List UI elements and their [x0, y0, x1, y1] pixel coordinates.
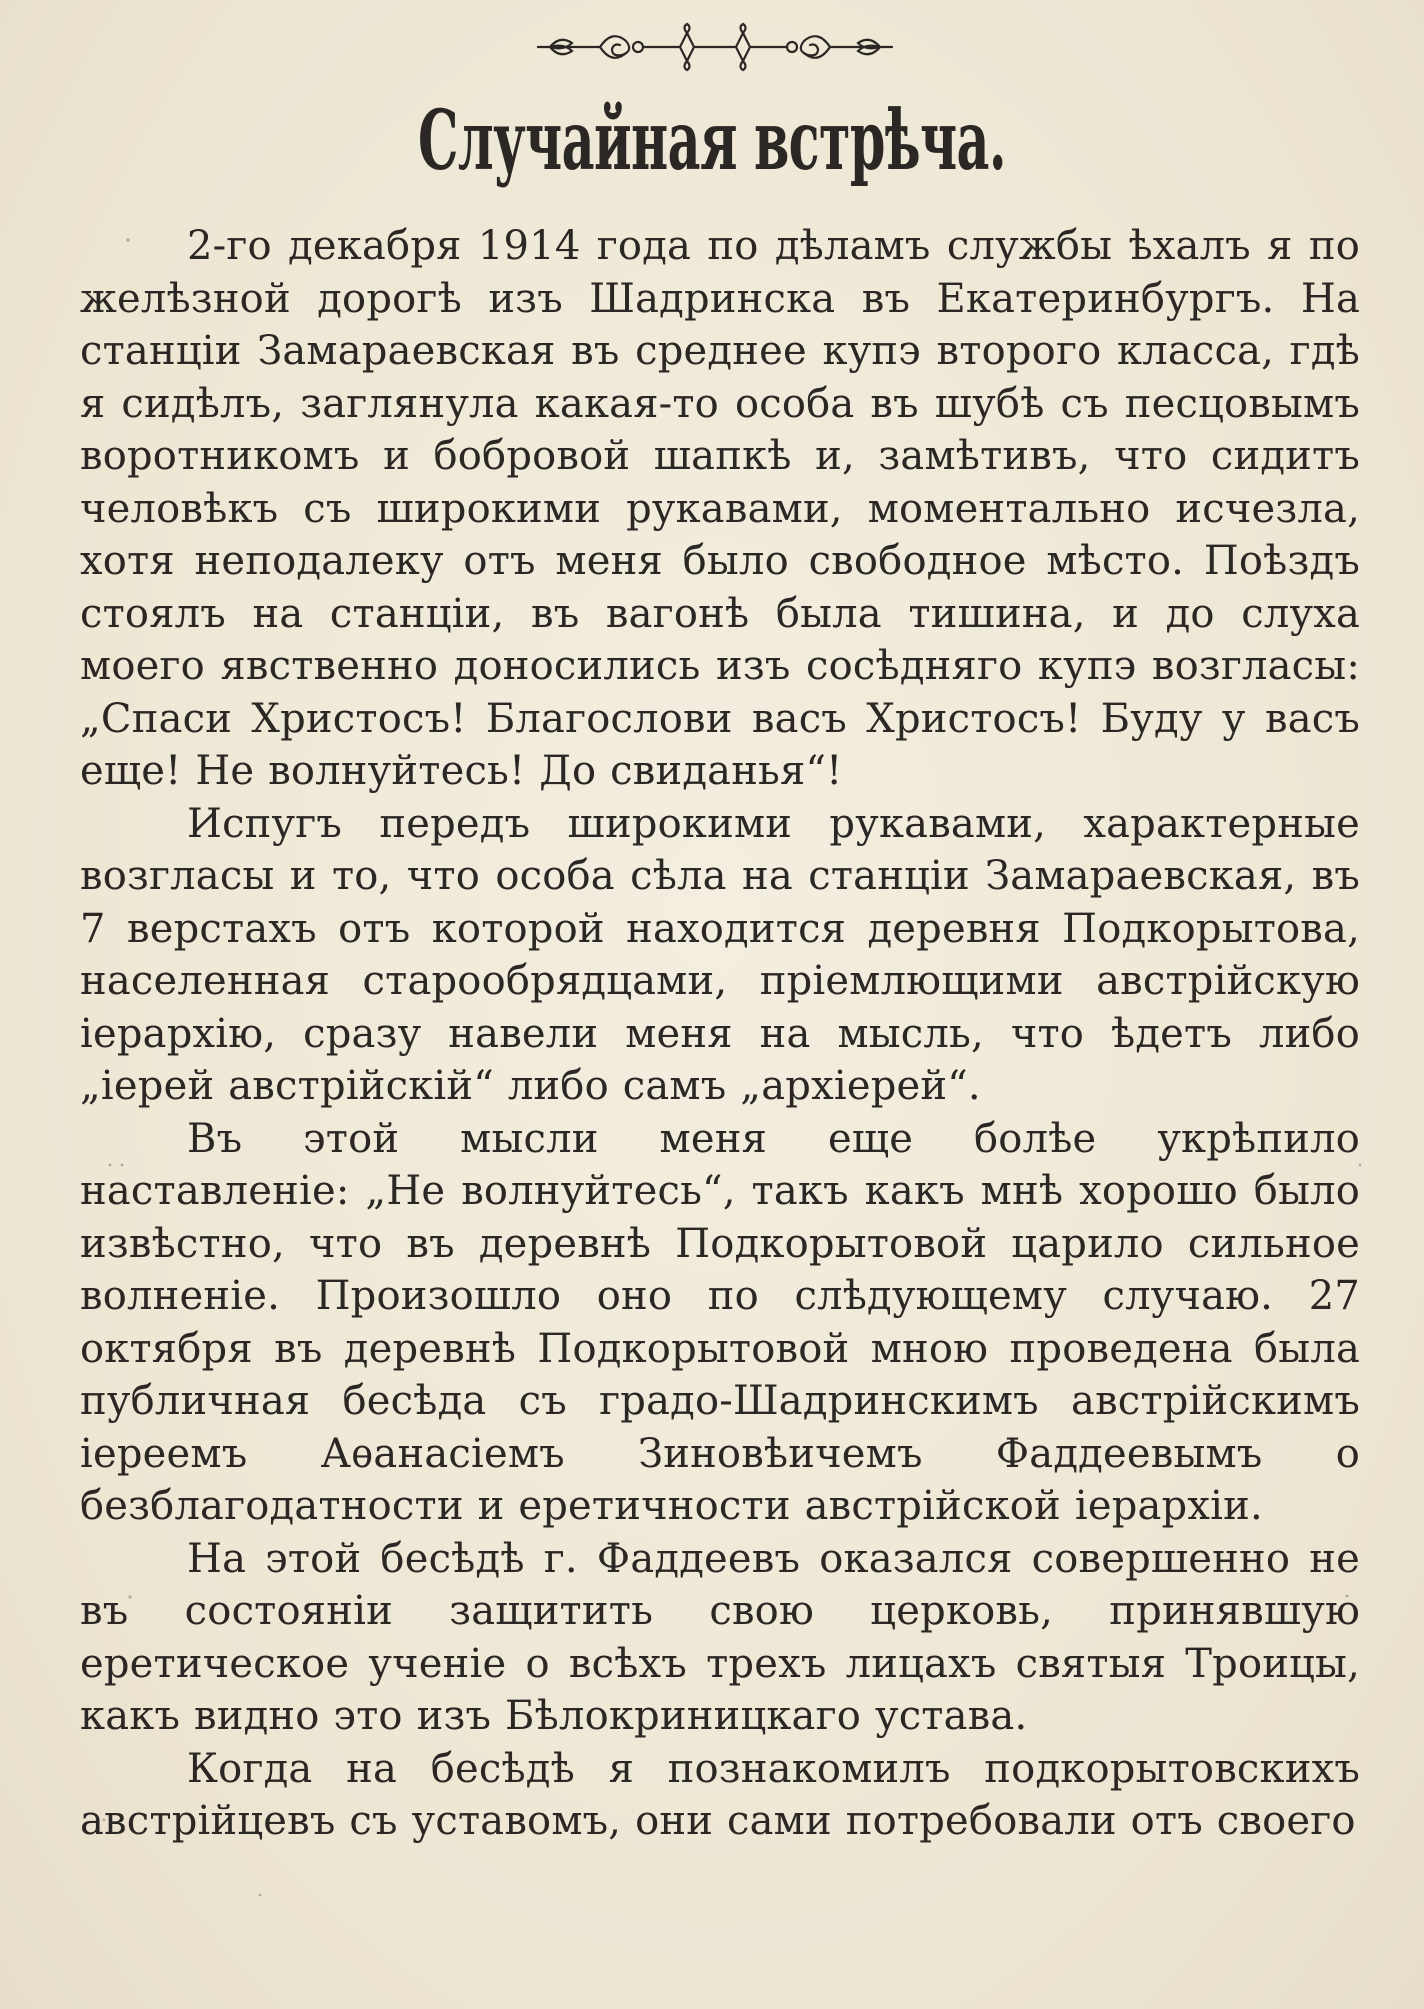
article-title: Случайная встрѣча.	[418, 93, 1006, 189]
paragraph-5: Когда на бесѣдѣ я познакомилъ подкорытовскихъ австрійцевъ съ уставомъ, они сами потребовали отъ своего	[80, 1745, 1360, 1844]
paragraph-3: Въ этой мысли меня еще болѣе укрѣпило наставленіе: „Не волнуйтесь“, такъ какъ мнѣ хорошо было извѣстно, что въ деревнѣ Подкорытовой царило сильное волненіе. Произошло оно по слѣдующему случаю. 27 октября въ деревнѣ Подкорытовой мною проведена была публичная бесѣда съ градо-Шадринскимъ австрійскимъ іереемъ Аѳанасіемъ Зиновѣичемъ Фаддеевымъ о безблагодатности и еретичности австрійской іерархіи.	[80, 1115, 1360, 1529]
paragraph-4: На этой бесѣдѣ г. Фаддеевъ оказался совершенно не въ состояніи защитить свою церковь, принявшую еретическое ученіе о всѣхъ трехъ лицахъ святыя Троицы, какъ видно это изъ Бѣлокриницкаго устава.	[80, 1535, 1360, 1739]
decorative-ornament-icon	[530, 22, 900, 72]
paragraph-2: Испугъ передъ широкими рукавами, характерные возгласы и то, что особа сѣла на станціи Замараевская, въ 7 верстахъ отъ которой находится деревня Подкорытова, населенная старообрядцами, пріемлющими австрійскую іерархію, сразу навели меня на мысль, что ѣдетъ либо „іерей австрійскій“ либо самъ „архіерей“.	[80, 800, 1360, 1109]
article-body	[80, 220, 1360, 1848]
paragraph-1: 2-го декабря 1914 года по дѣламъ службы ѣхалъ я по желѣзной дорогѣ изъ Шадринска въ Екатеринбургъ. На станціи Замараевская въ среднее купэ второго класса, гдѣ я сидѣлъ, заглянула какая-то особа въ шубѣ съ песцовымъ воротникомъ и бобровой шапкѣ и, замѣтивъ, что сидитъ человѣкъ съ широкими рукавами, моментально исчезла, хотя неподалеку отъ меня было свободное мѣсто. Поѣздъ стоялъ на станціи, въ вагонѣ была тишина, и до слуха моего явственно доносились изъ сосѣдняго купэ возгласы: „Спаси Христосъ! Благослови васъ Христосъ! Буду у васъ еще! Не волнуйтесь! До свиданья“!	[80, 223, 1360, 794]
